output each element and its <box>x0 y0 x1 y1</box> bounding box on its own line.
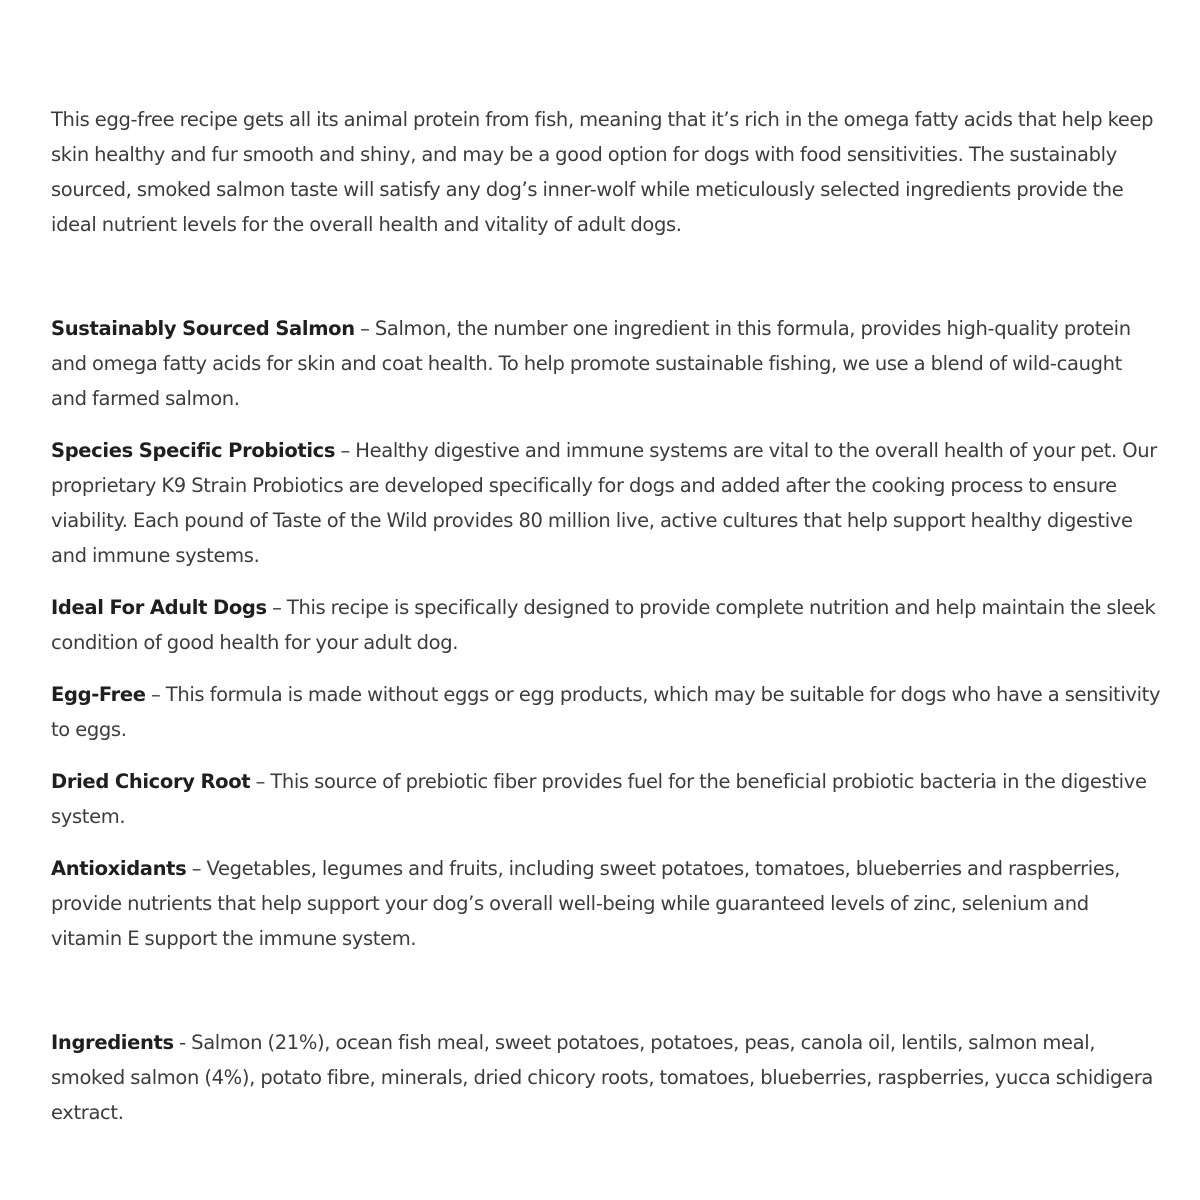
feature-separator: – <box>354 317 375 340</box>
ingredients-paragraph <box>51 1025 1161 1130</box>
feature-sustainably-sourced-salmon <box>51 311 1161 416</box>
ingredients-separator: - <box>173 1031 192 1054</box>
ingredients-title: Ingredients <box>51 1031 174 1054</box>
feature-separator: – <box>145 683 166 706</box>
feature-list <box>51 311 1161 956</box>
feature-species-specific-probiotics <box>51 433 1161 573</box>
feature-title: Dried Chicory Root <box>51 770 251 793</box>
feature-text: Vegetables, legumes and fruits, including sweet potatoes, tomatoes, blueberries and raspberries, provide nutrients that help support your dog’s overall well-being while guaranteed levels of zinc, selenium and vitamin E support the immune system. <box>51 857 1121 950</box>
feature-text: Healthy digestive and immune systems are vital to the overall health of your pet. Our proprietary K9 Strain Probiotics are developed specifically for dogs and added after the cooking process to ensure viability. Each pound of Taste of the Wild provides 80 million live, active cultures that help support healthy digestive and immune systems. <box>51 439 1157 567</box>
feature-separator: – <box>335 439 356 462</box>
ingredients-text: Salmon (21%), ocean fish meal, sweet potatoes, potatoes, peas, canola oil, lentils, salmon meal, smoked salmon (4%), potato fibre, minerals, dried chicory roots, tomatoes, blueberries, raspberries, yucca schidigera extract. <box>51 1031 1154 1124</box>
feature-separator: – <box>186 857 207 880</box>
product-description <box>51 102 1161 1130</box>
feature-text: This formula is made without eggs or egg products, which may be suitable for dogs who have a sensitivity to eggs. <box>51 683 1161 741</box>
feature-egg-free <box>51 677 1161 747</box>
feature-ideal-for-adult-dogs <box>51 590 1161 660</box>
feature-text: This source of prebiotic fiber provides fuel for the beneficial probiotic bacteria in the digestive system. <box>51 770 1147 828</box>
feature-antioxidants <box>51 851 1161 956</box>
feature-title: Species Specific Probiotics <box>51 439 336 462</box>
feature-text: Salmon, the number one ingredient in this formula, provides high-quality protein and omega fatty acids for skin and coat health. To help promote sustainable fishing, we use a blend of wild-caught and farmed salmon. <box>51 317 1131 410</box>
intro-paragraph: This egg-free recipe gets all its animal protein from fish, meaning that it’s rich in the omega fatty acids that help keep skin healthy and fur smooth and shiny, and may be a good option for dogs with food sensitivities. The sustainably sourced, smoked salmon taste will satisfy any dog’s inner-wolf while meticulously selected ingredients provide the ideal nutrient levels for the overall health and vitality of adult dogs. <box>51 108 1154 236</box>
feature-title: Egg-Free <box>51 683 146 706</box>
feature-title: Sustainably Sourced Salmon <box>51 317 355 340</box>
feature-title: Antioxidants <box>51 857 187 880</box>
feature-title: Ideal For Adult Dogs <box>51 596 267 619</box>
feature-separator: – <box>250 770 271 793</box>
feature-text: This recipe is specifically designed to provide complete nutrition and help maintain the sleek condition of good health for your adult dog. <box>51 596 1156 654</box>
feature-separator: – <box>266 596 287 619</box>
feature-dried-chicory-root <box>51 764 1161 834</box>
